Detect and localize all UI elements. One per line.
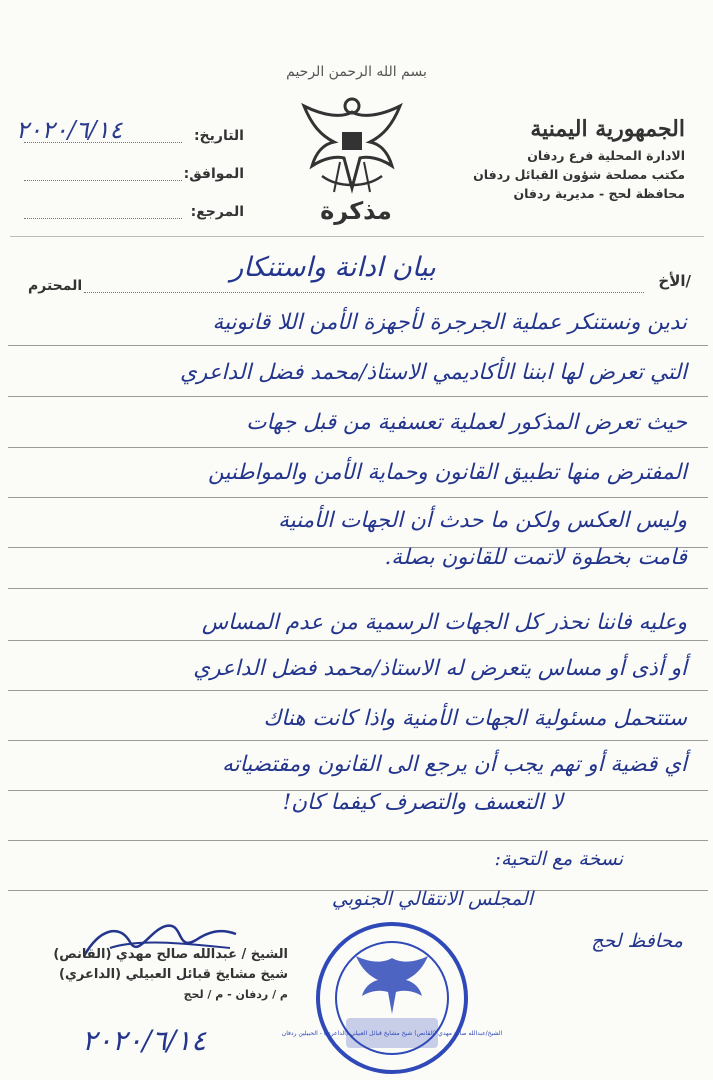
bismillah: بسم الله الرحمن الرحيم [286, 64, 427, 80]
ruled-line [8, 497, 708, 498]
addressee-label: الأخ/ [658, 272, 691, 290]
yemen-eagle-emblem-icon [294, 92, 410, 200]
signer-title: شيخ مشايخ قبائل العبيلي (الداعري) [59, 967, 288, 982]
body-line: أي قضية أو تهم يجب أن يرجع الى القانون ومقتضياته [222, 752, 687, 777]
corresponding-row [24, 158, 244, 196]
signer-place: م / ردفان - م / لحج [183, 988, 288, 1001]
cc-line: نسخة مع التحية: [494, 848, 623, 870]
memo-title: مذكرة [320, 197, 392, 225]
date-handwritten: ٢٠٢٠/٦/١٤ [16, 116, 123, 144]
memo-subject: بيان ادانة واستنكار [230, 252, 436, 283]
cc-line: محافظ لحج [591, 930, 683, 952]
ruled-line [8, 840, 708, 841]
ruled-line [8, 396, 708, 397]
body-line: حيث تعرض المذكور لعملية تعسفية من قبل جهات [246, 410, 687, 435]
body-line: لا التعسف والتصرف كيفما كان! [282, 790, 563, 815]
ruled-line [8, 588, 708, 589]
ruled-line [8, 690, 708, 691]
honorific-label: المحترم [28, 278, 83, 294]
ruled-line [8, 640, 708, 641]
org-header [445, 112, 685, 203]
signer-name: الشيخ / عبدالله صالح مهدي (القانص) [53, 947, 288, 962]
body-line: أو أذى أو مساس يتعرض له الاستاذ/محمد فضل الداعري [193, 656, 687, 681]
ruled-line [8, 740, 708, 741]
dotted-line [84, 292, 644, 293]
org-line: محافظة لحج - مديرية ردفان [513, 186, 685, 201]
org-line: مكتب مصلحة شؤون القبائل ردفان [473, 167, 685, 182]
body-line: قامت بخطوة لاتمت للقانون بصلة. [384, 545, 687, 570]
org-line: الادارة المحلية فرع ردفان [527, 148, 685, 163]
signer-block [18, 945, 288, 1005]
dotted-line [24, 218, 182, 219]
reference-label: المرجع: [190, 204, 244, 220]
body-line: ندين ونستنكر عملية الجرجرة لأجهزة الأمن اللا قانونية [212, 310, 687, 335]
date-label: التاريخ: [193, 128, 244, 144]
memo-meta [16, 116, 244, 234]
reference-row [24, 196, 244, 234]
ruled-line [8, 447, 708, 448]
body-line: المفترض منها تطبيق القانون وحماية الأمن والمواطنين [208, 460, 687, 485]
corresponding-label: الموافق: [183, 166, 244, 182]
body-line: وعليه فاننا نحذر كل الجهات الرسمية من عدم المساس [201, 610, 687, 635]
republic-name: الجمهورية اليمنية [530, 116, 685, 142]
header-separator [10, 236, 704, 237]
body-line: ستتحمل مسئولية الجهات الأمنية واذا كانت هناك [263, 706, 687, 731]
date-row [16, 116, 244, 158]
dotted-line [24, 180, 182, 181]
signature-date: ٢٠٢٠/٦/١٤ [82, 1024, 207, 1057]
cc-line: المجلس الانتقالي الجنوبي [331, 888, 533, 910]
official-stamp [281, 918, 503, 1078]
ruled-line [8, 345, 708, 346]
stamp-text: الشيخ/عبدالله صالح مهدي (القانص) شيخ مشايخ قبائل العبيلي (الداعري) - الحبيلين ردفان [281, 1030, 503, 1037]
body-line: التي تعرض لها ابننا الأكاديمي الاستاذ/محمد فضل الداعري [180, 360, 687, 385]
body-line: وليس العكس ولكن ما حدث أن الجهات الأمنية [278, 508, 687, 533]
